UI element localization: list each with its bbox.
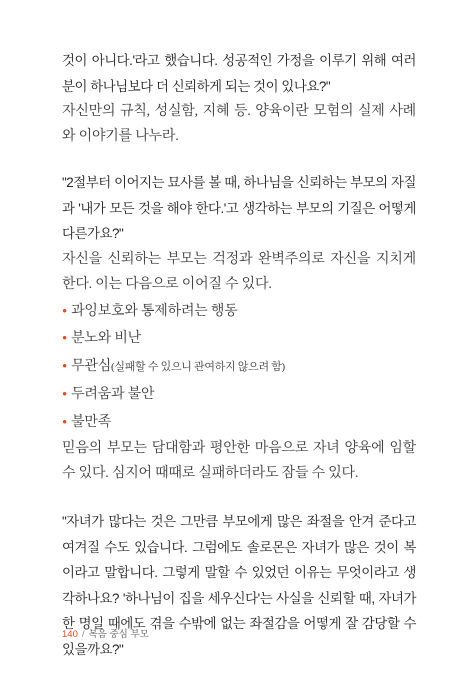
page-body [62, 48, 416, 662]
body-paragraph-1: 자신만의 규칙, 성실함, 지혜 등. 양육이란 모험의 실제 사례와 이야기를 나누라. [62, 104, 416, 144]
list-item-text: 두려움과 불안 [71, 387, 155, 402]
bullet-icon: • [62, 303, 68, 320]
list-item-text: 분노와 비난 [71, 331, 141, 346]
list-item [62, 298, 416, 326]
paragraph-spacer [62, 486, 416, 509]
body-paragraph-3: 믿음의 부모는 담대함과 평안한 마음으로 자녀 양육에 임할 수 있다. 심지어 때때로 실패하더라도 잠들 수 있다. [62, 441, 416, 481]
list-item [62, 409, 416, 437]
list-item-text: 과잉보호와 통제하려는 행동 [71, 303, 238, 319]
page-number: 140 [62, 629, 78, 640]
body-paragraph-2: 자신을 신뢰하는 부모는 걱정과 완벽주의로 자신을 지치게 한다. 이는 다음으로 이어질 수 있다. [62, 251, 416, 292]
footer-separator: / [81, 629, 85, 640]
bullet-icon: • [62, 358, 68, 375]
page-footer [62, 626, 149, 640]
question-paragraph-1: 것이 아니다.'라고 했습니다. 성공적인 가정을 이루기 위해 여러분이 하나님보다 더 신뢰하게 되는 것이 있나요?" [62, 53, 416, 94]
list-item [62, 325, 416, 353]
question-paragraph-2: "2절부터 이어지는 묘사를 볼 때, 하나님을 신뢰하는 부모의 자질과 '내가 모든 것을 해야 한다.'고 생각하는 부모의 기질은 어떻게 다른가요?" [62, 175, 416, 241]
bullet-icon: • [62, 387, 68, 403]
question-paragraph-3: "자녀가 많다는 것은 그만큼 부모에게 많은 좌절을 안겨 준다고 여겨질 수도 있습니다. 그럼에도 솔로몬은 자녀가 많은 것이 복이라고 말합니다. 그렇게 말할 수 있었던 이유는 무엇이라고 생각하나요? '하나님이 집을 세우신다'는 사실을 신뢰할 때, 자녀가 한 명일 때에도 겪을 수밖에 없는 좌절감을 어떻게 잘 감당할 수 있을까요?" [62, 514, 416, 657]
list-item-text: 불만족 [71, 414, 112, 430]
list-item [62, 381, 416, 409]
book-title: 복음 중심 부모 [88, 629, 149, 640]
list-item-text: 무관심 [71, 358, 112, 374]
bullet-icon: • [62, 331, 68, 347]
bullet-icon: • [62, 414, 68, 431]
paragraph-spacer [62, 149, 416, 170]
list-item [62, 353, 416, 382]
list-item-note: (실패할 수 있으니 관여하지 않으려 함) [111, 360, 285, 373]
bullet-list [62, 298, 416, 437]
